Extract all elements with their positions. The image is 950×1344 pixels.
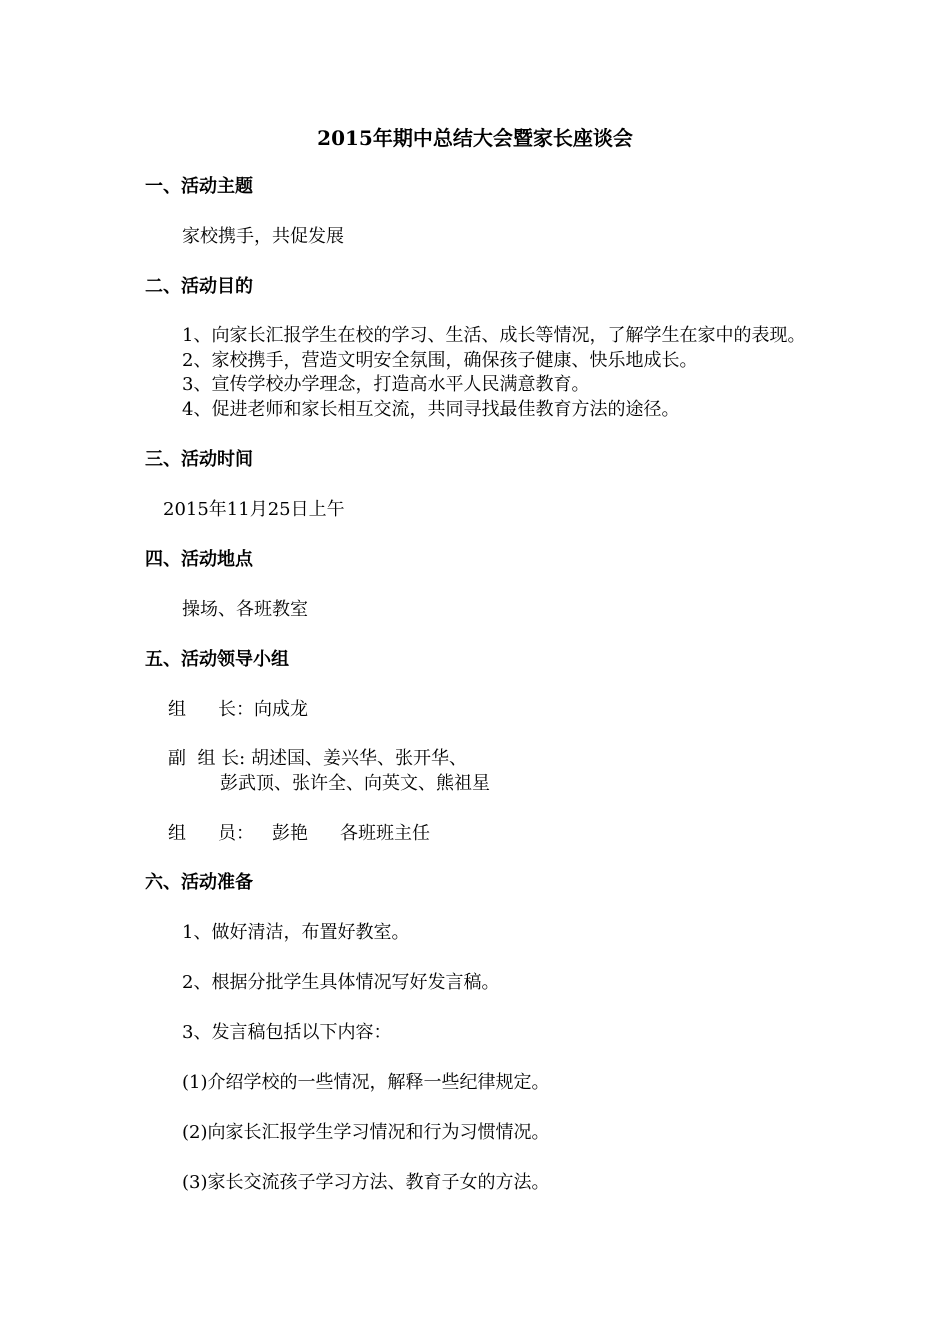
location-text: 操场、各班教室: [182, 599, 308, 620]
prep-subitem-2: (2)向家长汇报学生学习情况和行为习惯情况。: [182, 1122, 550, 1143]
vice-leader-row: [168, 747, 467, 771]
vice-leader-names-2: 彭武顶、张许全、向英文、熊祖星: [220, 773, 490, 794]
purpose-item-3: 3、宣传学校办学理念，打造高水平人民满意教育。: [182, 374, 590, 395]
section-heading-location: 四、活动地点: [145, 549, 253, 570]
section-heading-theme: 一、活动主题: [145, 176, 253, 197]
leader-label-a: 组: [168, 699, 186, 720]
theme-text: 家校携手，共促发展: [182, 226, 344, 247]
vice-leader-label: 副 组 长:: [168, 748, 246, 769]
section-heading-time: 三、活动时间: [145, 449, 253, 470]
prep-item-3: 3、发言稿包括以下内容：: [182, 1022, 392, 1043]
time-text: 2015年11月25日上午: [163, 499, 345, 520]
section-heading-purpose: 二、活动目的: [145, 276, 253, 297]
leader-row: [168, 698, 308, 722]
prep-item-1: 1、做好清洁，布置好教室。: [182, 922, 410, 943]
purpose-item-2: 2、家校携手，营造文明安全氛围，确保孩子健康、快乐地成长。: [182, 350, 698, 371]
leader-name: 向成龙: [254, 699, 308, 720]
document-title: 2015年期中总结大会暨家长座谈会: [317, 126, 633, 150]
section-heading-preparation: 六、活动准备: [145, 872, 253, 893]
prep-item-2: 2、根据分批学生具体情况写好发言稿。: [182, 972, 500, 993]
prep-subitem-1: (1)介绍学校的一些情况，解释一些纪律规定。: [182, 1072, 550, 1093]
vice-leader-names-1: 胡述国、姜兴华、张开华、: [250, 748, 467, 769]
member-row: [168, 822, 430, 846]
section-heading-leadership: 五、活动领导小组: [145, 649, 289, 670]
member-name: 彭艳: [272, 823, 308, 844]
prep-subitem-3: (3)家长交流孩子学习方法、教育子女的方法。: [182, 1172, 550, 1193]
member-label-b: 员：: [218, 823, 254, 844]
member-label-a: 组: [168, 823, 186, 844]
member-others: 各班班主任: [340, 823, 430, 844]
leader-label-b: 长：: [218, 699, 254, 720]
purpose-item-4: 4、促进老师和家长相互交流，共同寻找最佳教育方法的途径。: [182, 399, 680, 420]
purpose-item-1: 1、向家长汇报学生在校的学习、生活、成长等情况，了解学生在家中的表现。: [182, 325, 806, 346]
